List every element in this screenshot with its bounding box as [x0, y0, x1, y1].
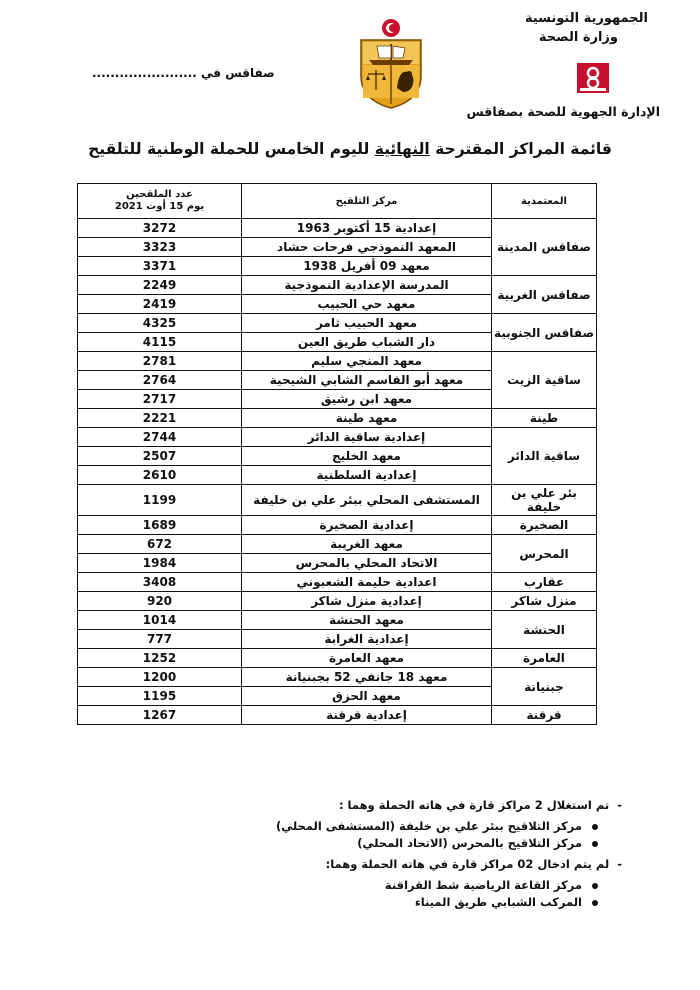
table-row — [78, 611, 597, 630]
note-list — [62, 818, 622, 852]
note-list-item: مركز التلاقيح ببئر علي بن خليفة (المستشفى المحلي) — [62, 818, 582, 835]
note-list — [62, 877, 622, 911]
count-cell: 4325 — [78, 314, 242, 333]
table-header-row — [78, 184, 597, 219]
note-list-item: مركز التلاقيح بالمحرس (الاتحاد المحلي) — [62, 835, 582, 852]
center-cell: إعدادية السلطنية — [242, 466, 492, 485]
count-cell: 3408 — [78, 573, 242, 592]
table-row — [78, 706, 597, 725]
count-cell: 2221 — [78, 409, 242, 428]
center-cell: المعهد النموذجي فرحات حشاد — [242, 238, 492, 257]
delegation-cell: صفاقس الجنوبية — [492, 314, 597, 352]
delegation-cell: قرقنة — [492, 706, 597, 725]
count-cell: 777 — [78, 630, 242, 649]
center-cell: المستشفى المحلي ببئر علي بن خليفة — [242, 485, 492, 516]
center-cell: معهد الحنشة — [242, 611, 492, 630]
count-cell: 1195 — [78, 687, 242, 706]
note-list-item: المركب الشبابي طريق الميناء — [62, 894, 582, 911]
header-block — [448, 10, 648, 48]
ministry-label: وزارة الصحة — [538, 30, 618, 45]
count-cell: 2764 — [78, 371, 242, 390]
delegation-cell: صفاقس الغربية — [492, 276, 597, 314]
center-cell: معهد طينة — [242, 409, 492, 428]
center-cell: معهد العامرة — [242, 649, 492, 668]
delegation-cell: ساقية الدائر — [492, 428, 597, 485]
count-cell: 1984 — [78, 554, 242, 573]
count-cell: 2507 — [78, 447, 242, 466]
title-underlined-word: النهائية — [374, 140, 430, 158]
table-row — [78, 352, 597, 371]
count-cell: 2249 — [78, 276, 242, 295]
header-count — [78, 184, 242, 219]
count-cell: 2419 — [78, 295, 242, 314]
header-delegation: المعتمدية — [492, 184, 597, 219]
note-intro: - لم يتم ادخال 02 مراكز قارة في هاته الحملة وهما: — [62, 856, 622, 873]
count-cell: 3272 — [78, 219, 242, 238]
table-row — [78, 592, 597, 611]
center-cell: معهد الغريبة — [242, 535, 492, 554]
center-cell: اعدادية حليمة الشعبوني — [242, 573, 492, 592]
delegation-cell: الحنشة — [492, 611, 597, 649]
count-cell: 4115 — [78, 333, 242, 352]
count-cell: 3323 — [78, 238, 242, 257]
title-part-1: قائمة المراكز المقترحة — [429, 140, 612, 158]
center-cell: إعدادية الصخيرة — [242, 516, 492, 535]
delegation-cell: جبنيانة — [492, 668, 597, 706]
note-list-item: مركز القاعة الرياضية شط القراقنة — [62, 877, 582, 894]
count-cell: 920 — [78, 592, 242, 611]
republic-label: الجمهورية التونسية — [524, 11, 648, 26]
center-cell: إعدادية ساقية الدائر — [242, 428, 492, 447]
place-date-line: صفاقس في ....................... — [92, 66, 275, 80]
header-center: مركز التلقيح — [242, 184, 492, 219]
title-part-2: لليوم الخامس للحملة الوطنية للتلقيح — [88, 140, 375, 158]
count-cell: 1689 — [78, 516, 242, 535]
center-cell: معهد ابن رشيق — [242, 390, 492, 409]
delegation-cell: الصخيرة — [492, 516, 597, 535]
table-row — [78, 668, 597, 687]
count-cell: 2744 — [78, 428, 242, 447]
count-cell: 3371 — [78, 257, 242, 276]
table-row — [78, 573, 597, 592]
table-row — [78, 219, 597, 238]
center-cell: معهد الحزق — [242, 687, 492, 706]
note-intro: - تم استغلال 2 مراكز قارة في هاته الحملة وهما : — [62, 797, 622, 814]
center-cell: معهد أبو القاسم الشابي الشيحية — [242, 371, 492, 390]
center-cell: معهد حي الحبيب — [242, 295, 492, 314]
delegation-cell: عقارب — [492, 573, 597, 592]
count-cell: 2610 — [78, 466, 242, 485]
table-row — [78, 428, 597, 447]
regional-directorate-label: الإدارة الجهوية للصحة بصفاقس — [466, 104, 660, 119]
count-cell: 1252 — [78, 649, 242, 668]
delegation-cell: العامرة — [492, 649, 597, 668]
delegation-cell: المحرس — [492, 535, 597, 573]
table-row — [78, 649, 597, 668]
tunisia-coat-of-arms-icon — [355, 18, 427, 110]
center-cell: إعدادية منزل شاكر — [242, 592, 492, 611]
table-row — [78, 314, 597, 333]
delegation-cell: منزل شاكر — [492, 592, 597, 611]
count-cell: 2781 — [78, 352, 242, 371]
count-cell: 1267 — [78, 706, 242, 725]
notes-section — [62, 797, 622, 915]
delegation-cell: صفاقس المدينة — [492, 219, 597, 276]
center-cell: إعدادية 15 أكتوبر 1963 — [242, 219, 492, 238]
delegation-cell: بئر علي بن خليفة — [492, 485, 597, 516]
count-cell: 2717 — [78, 390, 242, 409]
center-cell: الاتحاد المحلي بالمحرس — [242, 554, 492, 573]
table-row — [78, 409, 597, 428]
table-row — [78, 485, 597, 516]
center-cell: معهد 09 أفريل 1938 — [242, 257, 492, 276]
center-cell: المدرسة الإعدادية النموذجية — [242, 276, 492, 295]
header-count-line-2: يوم 15 أوت 2021 — [114, 201, 205, 212]
header-count-line-1: عدد الملقحين — [126, 189, 193, 200]
delegation-cell: ساقية الزيت — [492, 352, 597, 409]
delegation-cell: طينة — [492, 409, 597, 428]
count-cell: 672 — [78, 535, 242, 554]
center-cell: معهد 18 جانفي 52 بجبنيانة — [242, 668, 492, 687]
center-cell: إعدادية الغرابة — [242, 630, 492, 649]
ministry-logo-icon — [576, 62, 610, 94]
center-cell: دار الشباب طريق العين — [242, 333, 492, 352]
document-title — [0, 140, 700, 158]
count-cell: 1014 — [78, 611, 242, 630]
center-cell: معهد الحبيب ثامر — [242, 314, 492, 333]
center-cell: معهد المنجي سليم — [242, 352, 492, 371]
table-row — [78, 516, 597, 535]
center-cell: معهد الخليج — [242, 447, 492, 466]
count-cell: 1200 — [78, 668, 242, 687]
table-row — [78, 535, 597, 554]
table-row — [78, 276, 597, 295]
center-cell: إعدادية قرقنة — [242, 706, 492, 725]
count-cell: 1199 — [78, 485, 242, 516]
vaccination-centers-table — [77, 183, 597, 725]
